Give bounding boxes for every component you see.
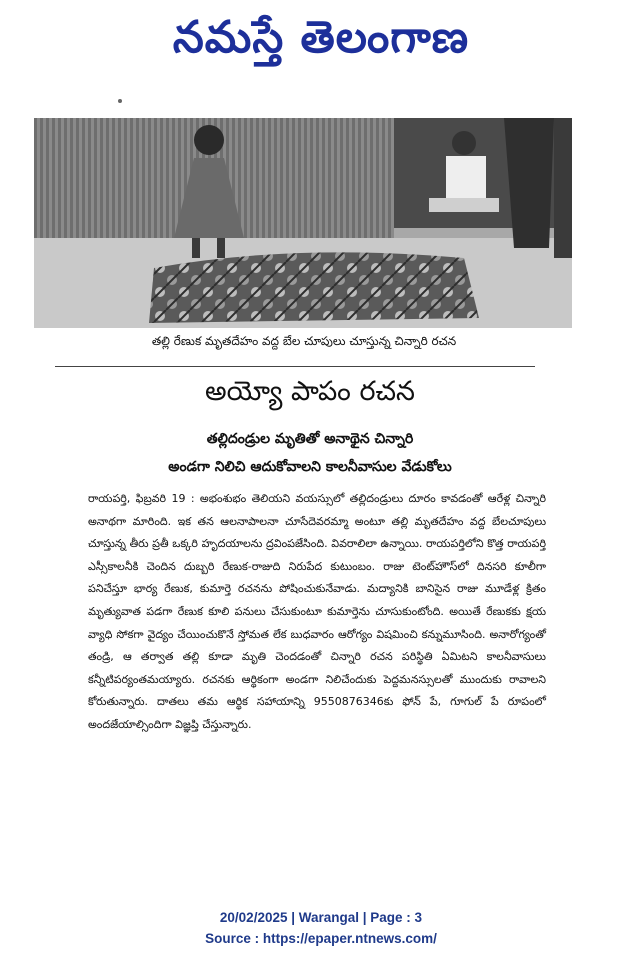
divider-rule — [55, 366, 535, 367]
subheadline: అండగా నిలిచి ఆదుకోవాలని కాలనీవాసుల వేడుకోలు — [168, 459, 452, 475]
decorative-dot — [118, 99, 122, 103]
subheadline: తల్లిదండ్రుల మృతితో అనాథైన చిన్నారి — [206, 431, 414, 447]
article-body: రాయపర్తి, ఫిబ్రవరి 19 : అభంశుభం తెలియని వయస్సులో తల్లిదండ్రులు దూరం కావడంతో ఆరేళ్ల చిన్నారి అనాథగా మారింది. ఇక తన ఆలనాపాలనా చూసేదెవరమ్మా అంటూ తల్లి మృతదేహం వద్ద బేలచూపులు చూస్తున్న తీరు ప్రతీ ఒక్కరి హృదయాలను ద్రవింపజేసింది. వివరాలిలా ఉన్నాయి. రాయపర్తిలోని కొత్త రాయపర్తి ఎస్సీకాలనీకి చెందిన దుబ్బరి రేణుక-రాజుది నిరుపేద కుటుంబం. రాజు టెంట్‌హౌస్‌లో దినసరి కూలీగా పనిచేస్తూ భార్య రేణుక, కుమార్తె రచనను పోషించుకునేవాడు. మద్యానికి బానిసైన రాజు మూడేళ్ల క్రితం మృత్యువాత పడగా రేణుక కూలి పనులు చేసుకుంటూ కుమార్తెను చూసుకుంటోంది. అయితే రేణుకకు క్షయ వ్యాధి సోకగా వైద్యం చేయించుకొనే స్తోమత లేక బుధవారం ఆరోగ్యం విషమించి కన్నుమూసింది. అనారోగ్యంతో తండ్రి, ఆ తర్వాత తల్లి కూడా మృతి చెందడంతో చిన్నారి రచన పరిస్థితి ఏమిటని కాలనీవాసులు కన్నీటిపర్యంతమయ్యారు. రచనకు ఆర్థికంగా అండగా నిలిచేందుకు పెద్దమనస్సులతో ముందుకు రావాలని కోరుతున్నారు. దాతలు తమ ఆర్థిక సహాయాన్ని 9550876346కు ఫోన్ పే, గూగుల్ పే రూపంలో అందజేయాల్సిందిగా విజ్ఞప్తి చేస్తున్నారు. — [88, 492, 546, 731]
date-edition-page: 20/02/2025 | Warangal | Page : 3 — [219, 910, 423, 925]
source-link[interactable]: Source : https://epaper.ntnews.com/ — [205, 931, 437, 946]
newspaper-masthead: నమస్తే తెలంగాణ — [172, 12, 470, 63]
photo-caption: తల్లి రేణుక మృతదేహం వద్ద బేల చూపులు చూస్తున్న చిన్నారి రచన — [151, 334, 457, 348]
news-photo — [34, 118, 572, 328]
article-headline: అయ్యో పాపం రచన — [205, 376, 415, 407]
